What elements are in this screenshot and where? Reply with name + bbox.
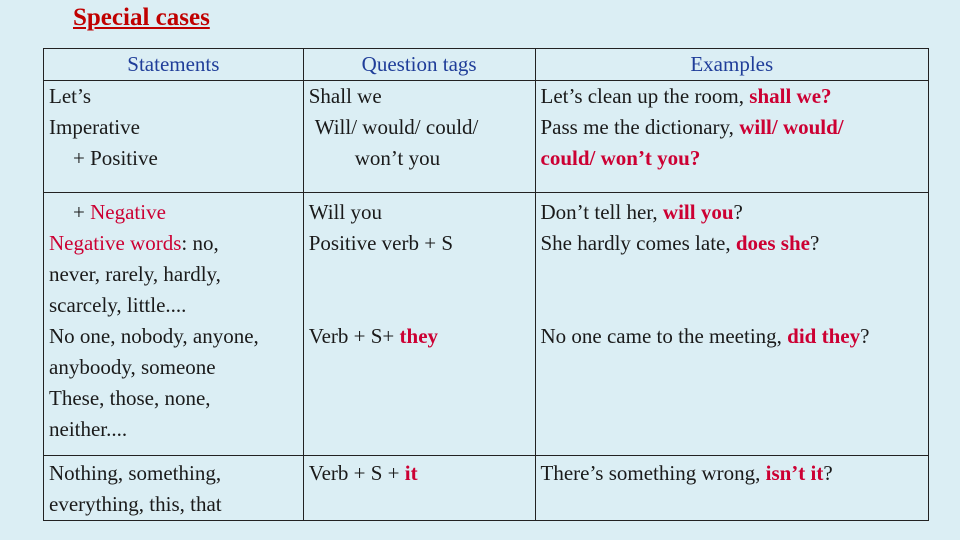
row3-tag-line [309, 458, 530, 489]
spacer [309, 259, 530, 321]
row2-negwords-line [49, 228, 298, 259]
example-tag: did they [787, 324, 861, 348]
negative-words-label: Negative words [49, 231, 182, 255]
negative-label: Negative [90, 200, 166, 224]
example-text: She hardly comes late, [540, 231, 736, 255]
example-tag: could/ won’t you? [540, 146, 701, 170]
row2-stmt-line: scarcely, little.... [49, 293, 187, 317]
header-examples: Examples [535, 49, 929, 81]
row2-tag-line: Positive verb + S [308, 231, 453, 255]
row2-example-3 [541, 321, 924, 352]
example-text: Let’s clean up the room, [540, 84, 750, 108]
example-end: ? [860, 324, 870, 348]
row2-tag-line [309, 321, 530, 352]
example-end: ? [823, 461, 833, 485]
tag-highlight: it [404, 461, 418, 485]
row2-negative-line [49, 197, 298, 228]
row1-example-2-cont [541, 143, 924, 174]
row1-tag-line: won’t you [354, 146, 441, 170]
row1-example-2 [541, 112, 924, 143]
header-statements: Statements [44, 49, 304, 81]
example-text: Don’t tell her, [540, 200, 663, 224]
example-tag: will you [662, 200, 734, 224]
example-tag: will/ would/ [739, 115, 844, 139]
tag-text: Verb + S+ [308, 324, 400, 348]
table-row [44, 193, 929, 456]
tag-text: Verb + S + [308, 461, 405, 485]
row1-tags [303, 81, 535, 193]
row3-stmt-line: Nothing, something, [49, 461, 222, 485]
spacer [541, 259, 924, 321]
example-text: Pass me the dictionary, [540, 115, 740, 139]
row3-statements [44, 456, 304, 521]
negative-prefix: + [73, 200, 91, 224]
example-text: No one came to the meeting, [540, 324, 788, 348]
row2-negative-wrap [49, 197, 166, 228]
row3-stmt-line: everything, this, that [49, 492, 222, 516]
row1-stmt-line [49, 143, 298, 174]
row3-example [541, 458, 924, 489]
table-row [44, 81, 929, 193]
row1-tag-line: Shall we [308, 84, 382, 108]
special-cases-table [43, 48, 929, 521]
row3-tags [303, 456, 535, 521]
tag-highlight: they [399, 324, 439, 348]
row2-stmt-line: These, those, none, [49, 386, 211, 410]
row2-tag-line: Will you [308, 200, 382, 224]
row2-stmt-line: No one, nobody, anyone, [49, 324, 259, 348]
row2-statements [44, 193, 304, 456]
row2-stmt-line: never, rarely, hardly, [49, 262, 221, 286]
example-tag: shall we? [749, 84, 832, 108]
row1-examples [535, 81, 929, 193]
page-title: Special cases [73, 4, 210, 31]
row1-example-1 [541, 81, 924, 112]
row1-stmt-line: Imperative [49, 115, 140, 139]
table-header-row [44, 49, 929, 81]
row1-statements [44, 81, 304, 193]
example-text: There’s something wrong, [540, 461, 766, 485]
example-end: ? [733, 200, 743, 224]
example-tag: isn’t it [765, 461, 824, 485]
header-question-tags: Question tags [303, 49, 535, 81]
example-tag: does she [735, 231, 810, 255]
negative-words-rest: : no, [181, 231, 219, 255]
example-end: ? [809, 231, 820, 255]
row1-tag-line: Will/ would/ could/ [314, 115, 479, 139]
row1-stmt-positive: + Positive [73, 146, 158, 170]
row3-examples [535, 456, 929, 521]
row1-stmt-line: Let’s [49, 84, 91, 108]
row2-example-2 [541, 228, 924, 259]
table-row [44, 456, 929, 521]
row2-stmt-line: anyboody, someone [49, 355, 216, 379]
row2-stmt-line: neither.... [49, 417, 128, 441]
row2-example-1 [541, 197, 924, 228]
row2-examples [535, 193, 929, 456]
row2-tags [303, 193, 535, 456]
